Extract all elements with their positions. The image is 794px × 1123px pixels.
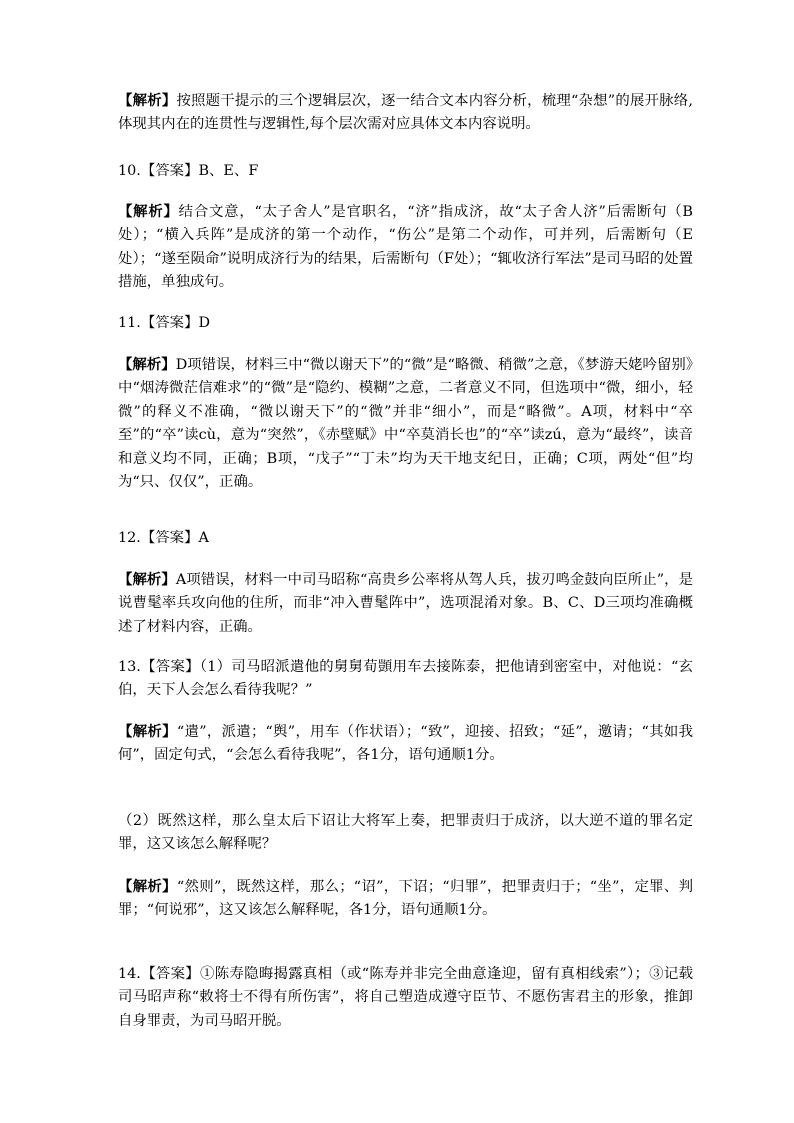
analysis-paragraph-11 (118, 353, 693, 494)
answer-paragraph-14 (118, 963, 693, 1033)
answer-line-11 (118, 312, 693, 335)
answer-text: B、E、F (198, 163, 259, 179)
answer-text: ①陈寿隐晦揭露真相（或“陈寿并非完全曲意逢迎，留有真相线索”）；③记载司马昭声称“敕将士不得有所伤害”，将自己塑造成遵守臣节、不愿伤害君主的形象，推卸自身罪责，为司马昭开脱。 (118, 966, 693, 1029)
question-number: 12. (118, 530, 141, 546)
answer-text: （1）司马昭派遣他的舅舅荀顗用车去接陈泰，把他请到密室中，对他说：“玄伯，天下人会怎么看待我呢？” (118, 659, 693, 699)
analysis-label: 【解析】 (118, 356, 176, 373)
analysis-label: 【解析】 (118, 723, 177, 740)
question-number: 11. (118, 315, 141, 331)
question-number: 14. (118, 966, 141, 982)
answer-text: A (198, 530, 209, 546)
answer-label: 【答案】 (140, 315, 199, 331)
analysis-text: “遣”，派遣；“舆”，用车（作状语）；“致”，迎接、招致；“延”，邀请；“其如我何”，固定句式，“会怎么看待我呢”，各1分，语句通顺1分。 (118, 724, 693, 764)
answer-paragraph-13 (118, 656, 693, 703)
answer-label: 【答案】 (140, 966, 201, 982)
analysis-paragraph-9 (118, 89, 693, 137)
question-number: 10. (118, 163, 141, 179)
answer-text: D (198, 315, 211, 331)
analysis-text: “然则”，既然这样，那么；“诏”，下诏；“归罪”，把罪责归于；“坐”，定罪、判罪；“何说邪”，这又该怎么解释呢，各1分，语句通顺1分。 (118, 879, 693, 919)
analysis-paragraph-10 (118, 200, 693, 295)
answer-label: 【答案】 (140, 530, 199, 546)
analysis-text: D项错误，材料三中“微以谢天下”的“微”是“略微、稍微”之意，《梦游天姥吟留别》中“烟涛微茫信难求”的“微”是“隐约、模糊”之意，二者意义不同，但选项中“微，细小，轻微”的释义不准确，“微以谢天下”的“微”并非“细小”，而是“略微”。A项，材料中“卒至”的“卒”读cù，意为“突然”，《赤壁赋》中“卒莫消长也”的“卒”读zú，意为“最终”，读音和意义均不同，正确；B项，“戊子”“丁未”均为天干地支纪日，正确；C项，两处“但”均为“只、仅仅”，正确。 (118, 357, 693, 491)
translation-paragraph-13-2 (118, 810, 693, 857)
analysis-text: 按照题干提示的三个逻辑层次，逐一结合文本内容分析，梳理“杂想”的展开脉络,体现其内在的连贯性与逻辑性,每个层次需对应具体文本内容说明。 (118, 93, 693, 133)
analysis-label: 【解析】 (118, 92, 177, 109)
answer-label: 【答案】 (140, 163, 199, 179)
analysis-paragraph-12 (118, 568, 693, 639)
answer-line-12 (118, 527, 693, 550)
analysis-paragraph-13-1 (118, 720, 693, 768)
analysis-label: 【解析】 (118, 203, 179, 220)
analysis-text: A项错误，材料一中司马昭称“高贵乡公率将从驾人兵，拔刃鸣金鼓向臣所止”，是说曹髦率兵攻向他的住所，而非“冲入曹髦阵中”，选项混淆对象。B、C、D三项均准确概述了材料内容，正确。 (118, 572, 693, 635)
analysis-text: 结合文意，“太子舍人”是官职名，“济”指成济，故“太子舍人济”后需断句（B 处）；“横入兵阵”是成济的第一个动作，“伤公”是第二个动作，可并列，后需断句（E处）；“遂至陨命”说明成济行为的结果，后需断句（F处）；“辄收济行军法”是司马昭的处置措施，单独成句。 (118, 204, 693, 291)
answer-label: 【答案】 (140, 659, 200, 675)
analysis-label: 【解析】 (118, 571, 176, 588)
translation-text: （2）既然这样，那么皇太后下诏让大将军上奏，把罪责归于成济，以大逆不道的罪名定罪，这又该怎么解释呢？ (118, 813, 693, 853)
answer-line-10 (118, 160, 693, 183)
analysis-label: 【解析】 (118, 878, 177, 895)
question-number: 13. (118, 659, 141, 675)
analysis-paragraph-13-2 (118, 875, 693, 923)
